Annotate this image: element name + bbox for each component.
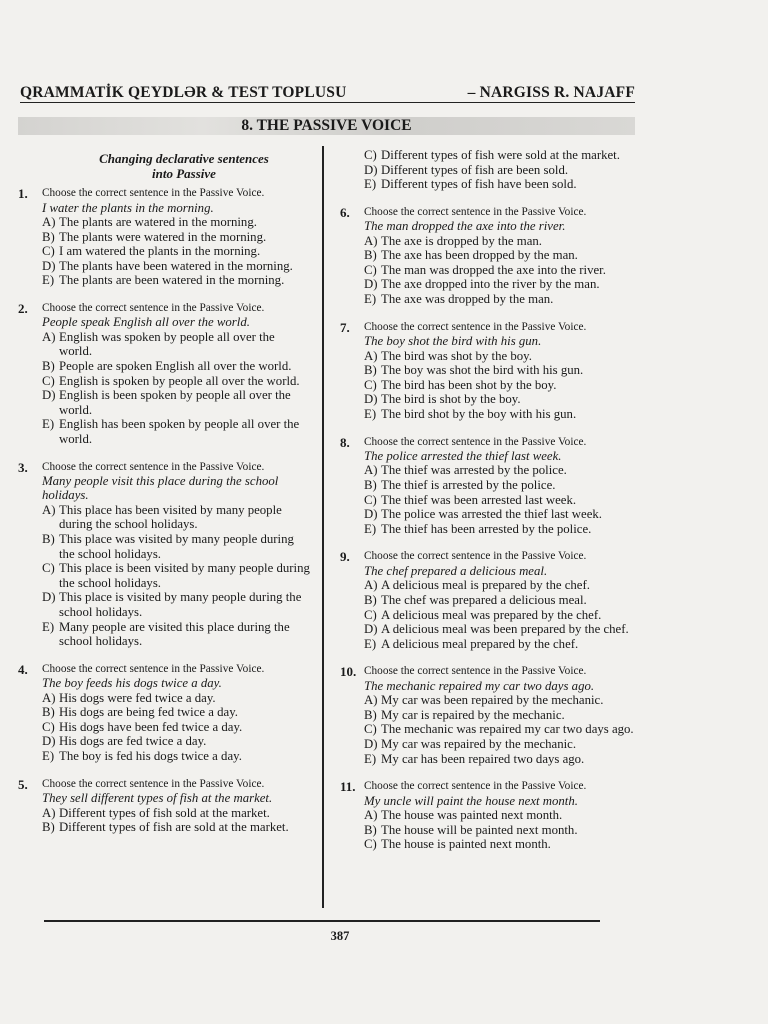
answer-option: C) The mechanic was repaired my car two days ago.	[364, 722, 634, 737]
question-prompt: My uncle will paint the house next month.	[364, 793, 578, 808]
question-number: 2.	[18, 300, 28, 316]
chapter-banner	[18, 117, 635, 135]
question-instruction: Choose the correct sentence in the Passive Voice.	[42, 777, 265, 790]
question-prompt: The man dropped the axe into the river.	[364, 219, 566, 234]
answer-option: B) People are spoken English all over the world.	[42, 358, 292, 373]
question-prompt: People speak English all over the world.	[42, 315, 250, 330]
answer-option: D) My car was repaired by the mechanic.	[364, 736, 577, 751]
question-8	[340, 436, 636, 537]
answer-option: C) The thief was been arrested last week.	[364, 492, 577, 507]
answer-option: D) The police was arrested the thief last week.	[364, 507, 603, 522]
question-number: 8.	[340, 434, 350, 450]
answer-option: E) English has been spoken by people all over the world.	[42, 417, 300, 446]
answer-option: B) The house will be painted next month.	[364, 822, 578, 837]
answer-option: E) The axe was dropped by the man.	[364, 292, 554, 307]
question-6	[340, 206, 636, 307]
answer-option: A) English was spoken by people all over the world.	[42, 329, 275, 359]
right-column	[340, 148, 636, 852]
answer-option: A) My car was been repaired by the mechanic.	[364, 693, 604, 708]
footer-rule	[44, 920, 600, 922]
page-header	[20, 84, 635, 103]
answer-option: C) Different types of fish were sold at the market.	[364, 148, 620, 162]
answer-option: B) The boy was shot the bird with his gun.	[364, 363, 584, 378]
book-title: QRAMMATİK QEYDLƏR & TEST TOPLUSU	[20, 84, 347, 101]
answer-option: B) His dogs are being fed twice a day.	[42, 705, 238, 720]
question-3	[18, 461, 310, 649]
answer-option: E) A delicious meal prepared by the chef.	[364, 636, 579, 651]
answer-option: B) My car is repaired by the mechanic.	[364, 707, 565, 722]
answer-option: A) His dogs were fed twice a day.	[42, 690, 216, 705]
answer-option: C) I am watered the plants in the morning.	[42, 244, 261, 259]
question-number: 9.	[340, 549, 350, 565]
answer-option: A) The bird was shot by the boy.	[364, 348, 532, 363]
question-5-continued	[340, 148, 636, 192]
question-prompt: They sell different types of fish at the market.	[42, 791, 273, 806]
question-4	[18, 663, 310, 764]
answer-option: B) Different types of fish are sold at the market.	[42, 820, 289, 835]
question-5	[18, 778, 310, 835]
answer-option: A) The thief was arrested by the police.	[364, 463, 567, 478]
answer-option: E) Different types of fish have been sold.	[364, 177, 577, 192]
question-instruction: Choose the correct sentence in the Passive Voice.	[42, 460, 265, 473]
question-number: 6.	[340, 204, 350, 220]
answer-option: C) The house is painted next month.	[364, 837, 551, 852]
question-prompt: The police arrested the thief last week.	[364, 449, 562, 464]
question-number: 7.	[340, 319, 350, 335]
question-instruction: Choose the correct sentence in the Passive Voice.	[364, 205, 587, 218]
question-prompt: The chef prepared a delicious meal.	[364, 563, 548, 578]
answer-option: D) A delicious meal was been prepared by the chef.	[364, 622, 629, 637]
question-prompt: The mechanic repaired my car two days ago.	[364, 678, 595, 693]
answer-option: B) The plants were watered in the morning.	[42, 229, 267, 244]
answer-option: C) The bird has been shot by the boy.	[364, 377, 557, 392]
question-7	[340, 321, 636, 422]
answer-option: A) The plants are watered in the morning.	[42, 214, 257, 229]
answer-option: A) The house was painted next month.	[364, 808, 563, 823]
question-number: 11.	[340, 779, 356, 795]
question-prompt: The boy feeds his dogs twice a day.	[42, 676, 222, 691]
answer-option: A) Different types of fish sold at the market.	[42, 805, 270, 820]
answer-option: D) The plants have been watered in the morning.	[42, 258, 293, 273]
answer-option: E) The boy is fed his dogs twice a day.	[42, 749, 242, 764]
answer-option: C) His dogs have been fed twice a day.	[42, 719, 243, 734]
question-instruction: Choose the correct sentence in the Passive Voice.	[42, 301, 265, 314]
answer-option: C) The man was dropped the axe into the river.	[364, 262, 606, 277]
answer-option: B) The thief is arrested by the police.	[364, 478, 556, 493]
question-instruction: Choose the correct sentence in the Passive Voice.	[364, 780, 587, 793]
answer-option: E) The bird shot by the boy with his gun.	[364, 406, 577, 421]
answer-option: B) The chef was prepared a delicious meal.	[364, 592, 587, 607]
answer-option: E) Many people are visited this place during the school holidays.	[42, 619, 290, 649]
question-instruction: Choose the correct sentence in the Passive Voice.	[42, 662, 265, 675]
question-prompt: I water the plants in the morning.	[42, 200, 214, 215]
answer-option: D) This place is visited by many people during the school holidays.	[42, 590, 302, 619]
question-instruction: Choose the correct sentence in the Passive Voice.	[364, 550, 587, 563]
answer-option: C) English is spoken by people all over the world.	[42, 373, 300, 388]
answer-option: D) The bird is shot by the boy.	[364, 392, 521, 407]
question-1	[18, 187, 310, 288]
question-instruction: Choose the correct sentence in the Passive Voice.	[364, 665, 587, 678]
page-number: 387	[330, 929, 350, 943]
question-2	[18, 302, 310, 447]
answer-option: E) The thief has been arrested by the police.	[364, 521, 592, 536]
answer-option: E) My car has been repaired two days ago.	[364, 751, 585, 766]
question-10	[340, 665, 636, 766]
question-9	[340, 550, 636, 651]
question-prompt: Many people visit this place during the school holidays.	[42, 474, 279, 503]
answer-option: E) The plants are been watered in the morning.	[42, 273, 285, 288]
question-number: 3.	[18, 459, 28, 475]
answer-option: B) This place was visited by many people during the school holidays.	[42, 532, 294, 561]
question-instruction: Choose the correct sentence in the Passive Voice.	[42, 187, 265, 199]
question-instruction: Choose the correct sentence in the Passive Voice.	[364, 435, 587, 448]
question-number: 10.	[340, 664, 357, 680]
section-title: Changing declarative sentences into Passive	[99, 151, 269, 181]
question-instruction: Choose the correct sentence in the Passive Voice.	[364, 320, 587, 333]
question-number: 1.	[18, 186, 28, 201]
answer-option: A) This place has been visited by many people during the school holidays.	[42, 502, 282, 532]
answer-option: D) His dogs are fed twice a day.	[42, 734, 207, 749]
answer-option: C) This place is been visited by many people during the school holidays.	[42, 561, 310, 590]
chapter-title: 8. THE PASSIVE VOICE	[241, 117, 412, 134]
answer-option: B) The axe has been dropped by the man.	[364, 248, 578, 263]
question-number: 4.	[18, 661, 28, 677]
column-divider	[322, 146, 324, 908]
answer-option: D) Different types of fish are been sold.	[364, 162, 569, 177]
answer-option: A) The axe is dropped by the man.	[364, 233, 542, 248]
author-name: – NARGISS R. NAJAFF	[467, 84, 635, 101]
question-11	[340, 780, 636, 852]
answer-option: A) A delicious meal is prepared by the chef.	[364, 578, 590, 593]
left-column	[18, 151, 310, 835]
answer-option: C) A delicious meal was prepared by the chef.	[364, 607, 602, 622]
answer-option: D) The axe dropped into the river by the man.	[364, 277, 600, 292]
question-number: 5.	[18, 776, 28, 792]
question-prompt: The boy shot the bird with his gun.	[364, 334, 542, 349]
answer-option: D) English is been spoken by people all over the world.	[42, 388, 291, 417]
